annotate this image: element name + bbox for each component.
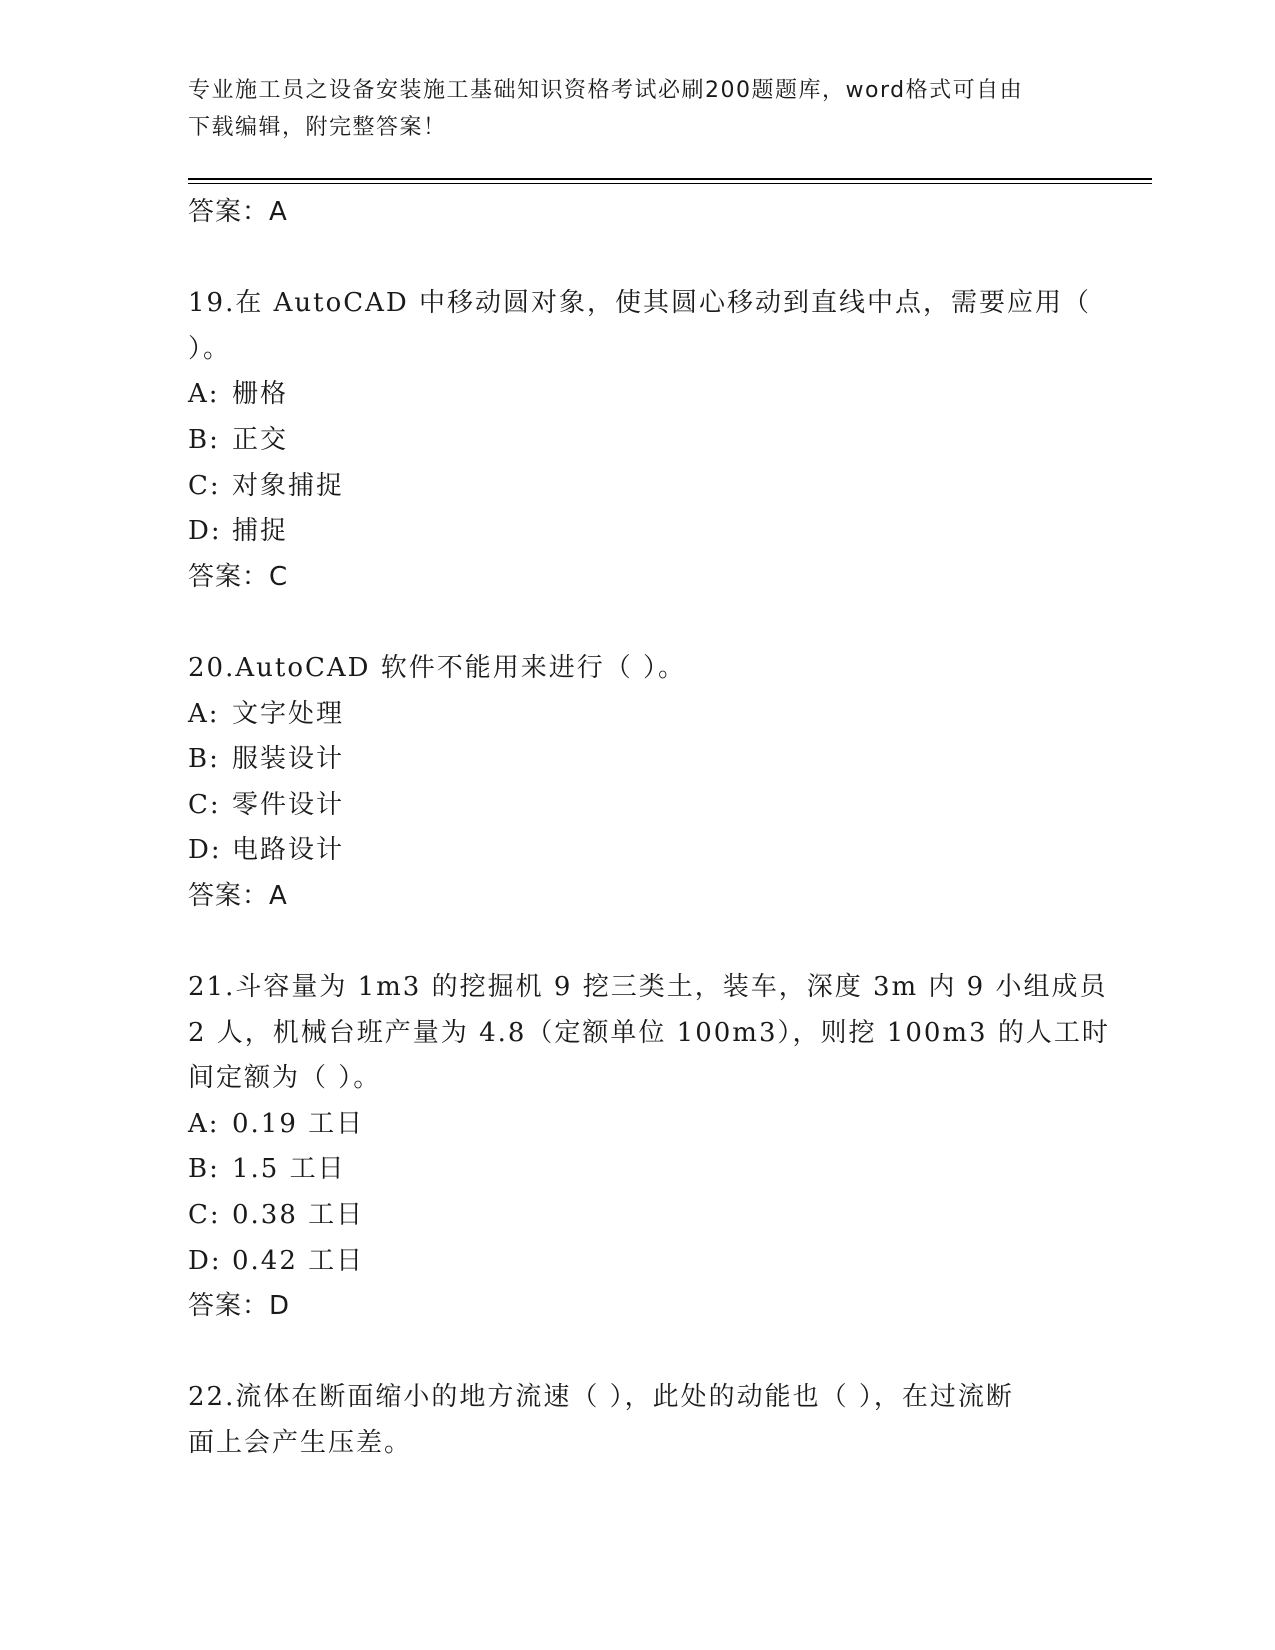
question-stem-line: 19.在 AutoCAD 中移动圆对象，使其圆心移动到直线中点，需要应用（ xyxy=(188,288,1092,319)
option-text: 文字处理 xyxy=(232,698,345,729)
question-stem-line: 21.斗容量为 1m3 的挖掘机 9 挖三类土，装车，深度 3m 内 9 小组成员 xyxy=(188,972,1108,1003)
option-d xyxy=(188,1239,1088,1285)
option-key: C: xyxy=(188,789,221,820)
header-line-2: 下载编辑，附完整答案！ xyxy=(188,115,447,140)
option-text: 0.19 工日 xyxy=(232,1108,365,1139)
option-a xyxy=(188,692,1088,738)
spacer xyxy=(188,1330,1088,1376)
option-key: B: xyxy=(188,744,220,775)
question-19 xyxy=(188,281,1092,600)
option-d xyxy=(188,828,1088,874)
option-key: D: xyxy=(188,516,222,547)
spacer xyxy=(188,920,1088,966)
question-stem-line: 面上会产生压差。 xyxy=(188,1428,413,1459)
option-b xyxy=(188,1147,1088,1193)
question-stem-line: 22.流体在断面缩小的地方流速（ ），此处的动能也（ ），在过流断 xyxy=(188,1382,1014,1413)
option-key: B: xyxy=(188,424,220,455)
question-stem-line: 20.AutoCAD 软件不能用来进行（ ）。 xyxy=(188,652,687,683)
answer-line: 答案：A xyxy=(188,880,288,911)
option-key: D: xyxy=(188,1245,222,1276)
question-stem-line: 间定额为（ ）。 xyxy=(188,1063,382,1094)
answer-line: 答案：C xyxy=(188,561,289,592)
option-key: C: xyxy=(188,470,221,501)
spacer xyxy=(188,236,1088,282)
option-key: A: xyxy=(188,698,220,729)
option-text: 0.42 工日 xyxy=(232,1245,365,1276)
question-22 xyxy=(188,1375,1088,1466)
option-text: 电路设计 xyxy=(232,835,345,866)
option-c xyxy=(188,464,1088,510)
option-text: 正交 xyxy=(232,424,289,455)
document-header xyxy=(188,72,1068,146)
question-stem-line: ）。 xyxy=(188,333,232,364)
option-text: 捕捉 xyxy=(232,516,289,547)
question-list xyxy=(188,190,1110,1467)
previous-answer: 答案：A xyxy=(188,197,288,227)
option-b xyxy=(188,418,1088,464)
answer-line: 答案：D xyxy=(188,1291,291,1322)
option-text: 服装设计 xyxy=(232,744,345,775)
option-b xyxy=(188,737,1088,783)
option-d xyxy=(188,509,1088,555)
option-c xyxy=(188,1193,1088,1239)
option-key: A: xyxy=(188,1108,220,1139)
option-a xyxy=(188,372,1088,418)
option-text: 栅格 xyxy=(232,379,289,410)
spacer xyxy=(188,600,1088,646)
header-divider-thick xyxy=(188,178,1152,180)
option-text: 零件设计 xyxy=(232,789,345,820)
option-key: D: xyxy=(188,835,222,866)
option-c xyxy=(188,783,1088,829)
option-key: C: xyxy=(188,1200,221,1231)
question-stem-line: 2 人，机械台班产量为 4.8（定额单位 100m3），则挖 100m3 的人工时 xyxy=(188,1017,1110,1048)
option-text: 对象捕捉 xyxy=(232,470,345,501)
option-key: B: xyxy=(188,1154,220,1185)
header-line-1: 专业施工员之设备安装施工基础知识资格考试必刷200题题库，word格式可自由 xyxy=(188,78,1024,103)
option-key: A: xyxy=(188,379,220,410)
question-21 xyxy=(188,965,1110,1330)
option-text: 0.38 工日 xyxy=(232,1200,365,1231)
option-text: 1.5 工日 xyxy=(232,1154,346,1185)
question-20 xyxy=(188,646,1088,920)
option-a xyxy=(188,1102,1088,1148)
header-divider-thin xyxy=(188,183,1152,184)
